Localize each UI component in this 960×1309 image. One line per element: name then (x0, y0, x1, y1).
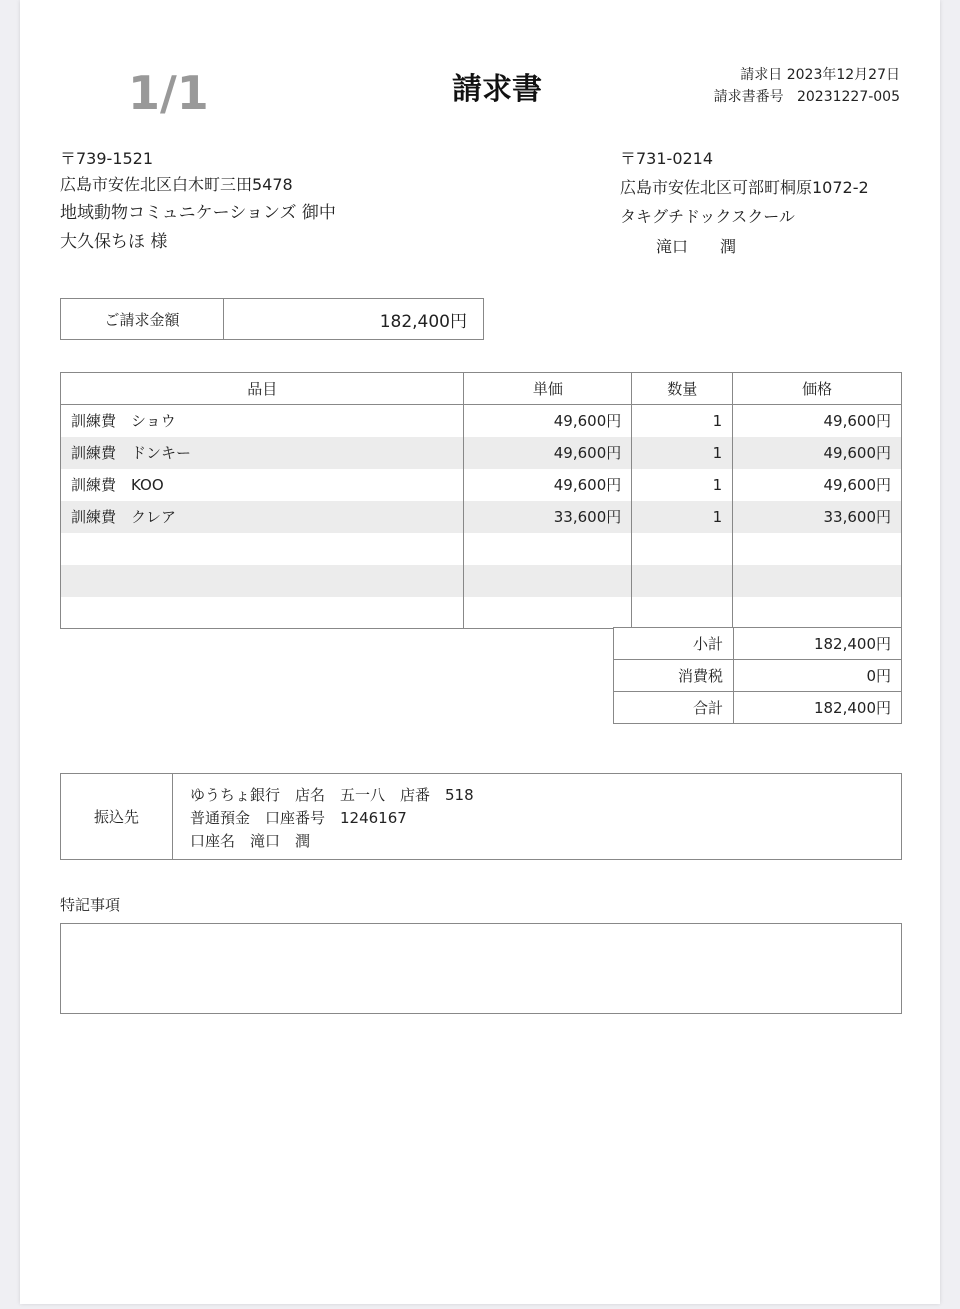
bank-details (190, 784, 474, 853)
table-row (61, 405, 902, 437)
price: 49,600円 (733, 437, 902, 469)
item-name: 訓練費 KOO (61, 469, 464, 501)
recipient-zip: 〒739-1521 (60, 149, 154, 168)
recipient-address: 広島市安佐北区白木町三田5478 (60, 175, 293, 194)
quantity (632, 533, 733, 565)
price: 49,600円 (733, 405, 902, 437)
item-name (61, 597, 464, 629)
quantity: 1 (632, 405, 733, 437)
quantity: 1 (632, 469, 733, 501)
unit-price: 49,600円 (464, 469, 632, 501)
total-row (614, 692, 902, 724)
unit-price: 49,600円 (464, 405, 632, 437)
subtotal-label: 小計 (614, 628, 734, 660)
table-row (61, 533, 902, 565)
number-label: 請求書番号 (713, 89, 784, 105)
price (733, 533, 902, 565)
price (733, 565, 902, 597)
items-table (60, 372, 902, 629)
item-name (61, 533, 464, 565)
item-name: 訓練費 ドンキー (61, 437, 464, 469)
header-price: 価格 (733, 373, 902, 405)
billing-amount-box (60, 298, 484, 340)
subtotal-value: 182,400円 (734, 628, 902, 660)
bank-info-box (60, 773, 902, 860)
quantity (632, 597, 733, 629)
header-quantity: 数量 (632, 373, 733, 405)
unit-price (464, 597, 632, 629)
billing-amount-label: ご請求金額 (104, 310, 180, 329)
table-row (61, 501, 902, 533)
notes-box (60, 923, 902, 1014)
document-title: 請求書 (452, 72, 542, 107)
header-item: 品目 (61, 373, 464, 405)
total-value: 182,400円 (734, 692, 902, 724)
recipient-person: 大久保ちほ 様 (60, 232, 168, 252)
unit-price: 33,600円 (464, 501, 632, 533)
table-row (61, 469, 902, 501)
unit-price: 49,600円 (464, 437, 632, 469)
invoice-number (714, 86, 900, 106)
sender-zip: 〒731-0214 (620, 149, 714, 168)
bank-line: ゆうちょ銀行 店名 五一八 店番 518 (190, 786, 474, 804)
date-value: 2023年12月27日 (786, 67, 900, 83)
sender-address: 広島市安佐北区可部町桐原1072-2 (620, 178, 869, 197)
bank-label: 振込先 (93, 808, 139, 826)
tax-row (614, 660, 902, 692)
table-row (61, 565, 902, 597)
price: 33,600円 (733, 501, 902, 533)
price: 49,600円 (733, 469, 902, 501)
notes-label: 特記事項 (60, 896, 121, 914)
header-unit-price: 単価 (464, 373, 632, 405)
subtotal-row (614, 628, 902, 660)
unit-price (464, 533, 632, 565)
tax-label: 消費税 (614, 660, 734, 692)
total-label: 合計 (614, 692, 734, 724)
tax-value: 0円 (734, 660, 902, 692)
page-indicator: 1/1 (128, 66, 209, 120)
billing-amount-value: 182,400円 (379, 311, 467, 332)
price (733, 597, 902, 629)
unit-price (464, 565, 632, 597)
sender-person: 滝口 潤 (656, 237, 737, 256)
quantity: 1 (632, 501, 733, 533)
quantity: 1 (632, 437, 733, 469)
quantity (632, 565, 733, 597)
sender-company: タキグチドックスクール (620, 207, 795, 226)
table-row (61, 437, 902, 469)
item-name: 訓練費 クレア (61, 501, 464, 533)
recipient-company: 地域動物コミュニケーションズ 御中 (60, 203, 336, 223)
table-row (61, 597, 902, 629)
number-value: 20231227-005 (796, 89, 900, 105)
totals-table (613, 627, 902, 724)
bank-line: 普通預金 口座番号 1246167 (190, 809, 407, 827)
date-label: 請求日 (740, 67, 783, 83)
item-name: 訓練費 ショウ (61, 405, 464, 437)
item-name (61, 565, 464, 597)
invoice-date (740, 64, 900, 84)
bank-line: 口座名 滝口 潤 (190, 832, 311, 850)
